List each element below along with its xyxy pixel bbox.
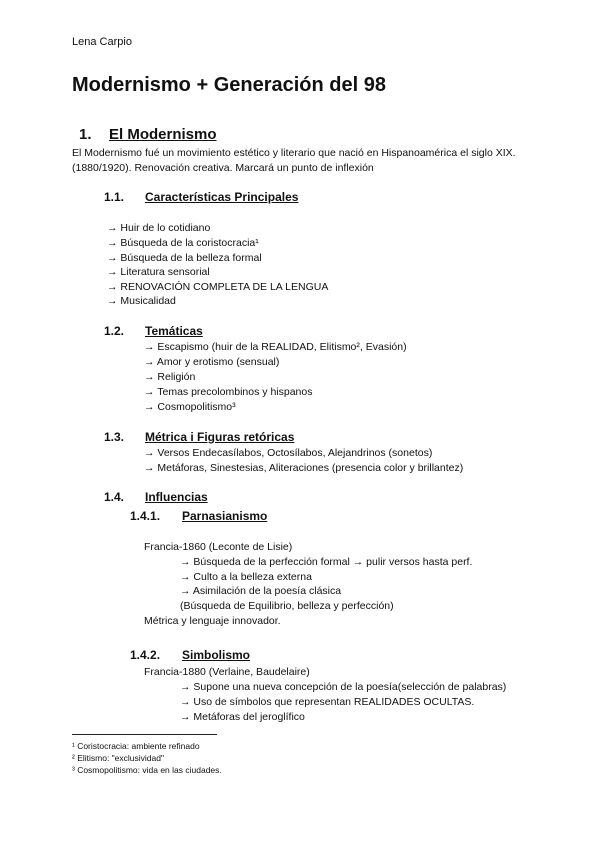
list-item: → Supone una nueva concepción de la poesía(selección de palabras) (180, 681, 507, 693)
list-item: → Literatura sensorial (107, 266, 210, 278)
list-item: → Búsqueda de la belleza formal (107, 252, 262, 264)
section-1-4-1-number: 1.4.1. (130, 509, 161, 523)
section-1-4-2-number: 1.4.2. (130, 648, 161, 662)
list-item: → Cosmopolitismo³ (144, 401, 236, 413)
section-1-3-number: 1.3. (104, 430, 125, 444)
list-item: → Búsqueda de la coristocracia¹ (107, 237, 259, 249)
section-1-4-1-title: Parnasianismo (182, 509, 268, 523)
section-1-4-title: Influencias (145, 490, 208, 504)
list-item: → Uso de símbolos que representan REALIDADES OCULTAS. (180, 696, 475, 708)
parnasianismo-note: (Búsqueda de Equilibrio, belleza y perfección) (180, 600, 394, 612)
section-1-intro: El Modernismo fué un movimiento estético y literario que nació en Hispanoamérica el siglo XIX. (1880/1920). Renovación creativa. Marcará un punto de inflexión (72, 147, 516, 174)
list-item: → Búsqueda de la perfección formal → pulir versos hasta perf. (180, 556, 473, 568)
section-1-4-2-title: Simbolismo (182, 648, 251, 662)
list-item: → Culto a la belleza externa (180, 571, 312, 583)
list-item: → Amor y erotismo (sensual) (144, 356, 280, 368)
list-item: → RENOVACIÓN COMPLETA DE LA LENGUA (107, 281, 329, 293)
list-item: → Huir de lo cotidiano (107, 222, 211, 234)
section-1-3-title: Métrica i Figuras retóricas (145, 430, 295, 444)
list-item: → Musicalidad (107, 295, 176, 307)
list-item: → Metáforas, Sinestesias, Aliteraciones (presencia color y brillantez) (144, 462, 464, 474)
author-name: Lena Carpio (72, 36, 132, 48)
footnote: ¹ Coristocracia: ambiente refinado (72, 741, 200, 751)
section-1-2-title: Temáticas (145, 324, 203, 338)
footnote: ³ Cosmopolitismo: vida en las ciudades. (72, 765, 222, 775)
list-item: → Escapismo (huir de la REALIDAD, Elitismo², Evasión) (144, 341, 407, 353)
section-1-4-number: 1.4. (104, 490, 125, 504)
list-item: → Temas precolombinos y hispanos (144, 386, 313, 398)
parnasianismo-origin: Francia-1860 (Leconte de Lisie) (144, 541, 293, 553)
list-item: → Asimilación de la poesía clásica (180, 585, 342, 597)
footnote-divider (72, 734, 217, 735)
list-item: → Versos Endecasílabos, Octosílabos, Alejandrinos (sonetos) (144, 447, 433, 459)
section-1-title: El Modernismo (109, 126, 217, 143)
simbolismo-origin: Francia-1880 (Verlaine, Baudelaire) (144, 666, 310, 678)
section-1-1-number: 1.1. (104, 190, 125, 204)
section-1-1-title: Características Principales (145, 190, 299, 204)
section-1-number: 1. (79, 126, 92, 143)
parnasianismo-closing: Métrica y lenguaje innovador. (144, 615, 281, 627)
list-item: → Religión (144, 371, 196, 383)
document-title: Modernismo + Generación del 98 (72, 74, 386, 96)
section-1-2-number: 1.2. (104, 324, 125, 338)
list-item: → Metáforas del jeroglífico (180, 711, 305, 723)
footnote: ² Elitismo: "exclusividad" (72, 753, 165, 763)
